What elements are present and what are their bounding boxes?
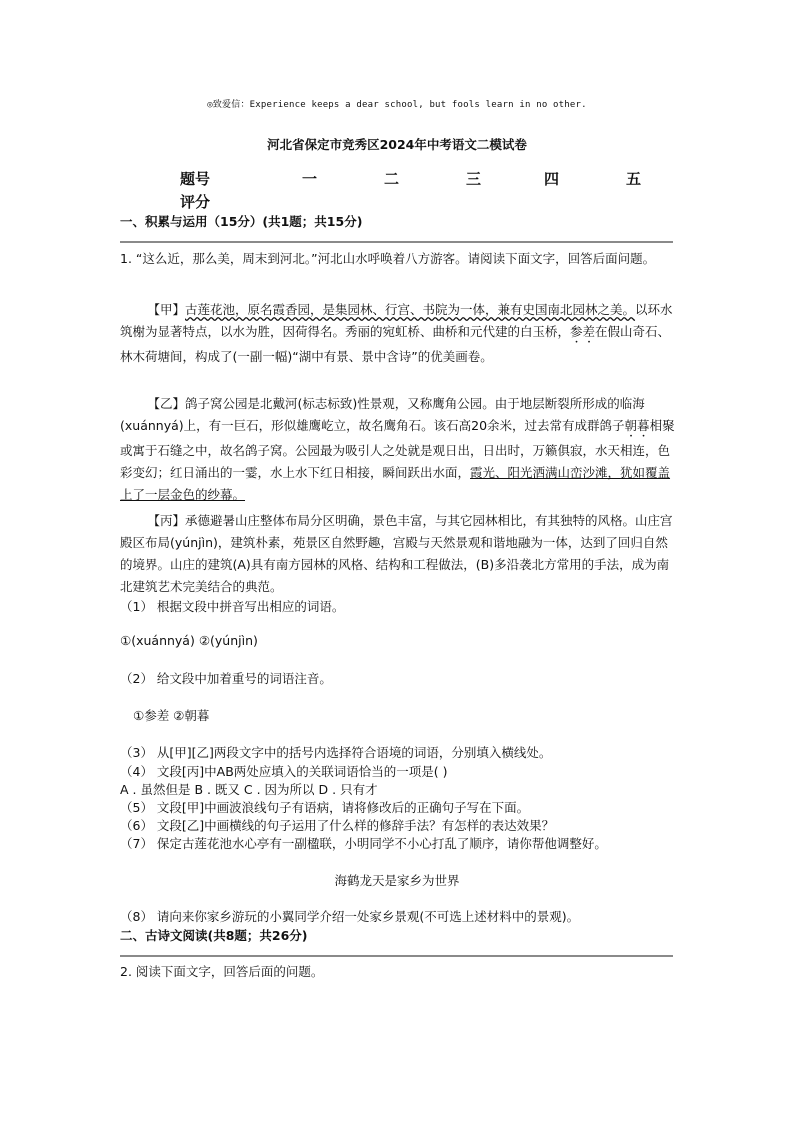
motto: ◎致爱信：Experience keeps a dear school, but fools learn in no other. xyxy=(207,100,587,110)
exam-title: 河北省保定市竞秀区2024年中考语文二模试卷 xyxy=(267,137,527,152)
sub-question-5: （5） 文段[甲]中画波浪线句子有语病，请将修改后的正确句子写在下面。 xyxy=(120,800,530,815)
sub-question-4: （4） 文段[丙]中AB两处应填入的关联词语恰当的一项是( ) xyxy=(120,764,448,779)
score-header-col-2: 二 xyxy=(384,170,400,188)
score-header-col-3: 三 xyxy=(466,170,482,188)
score-header-col-1: 一 xyxy=(302,170,318,188)
passage-yi-emphasis-word: 朝暮 xyxy=(624,418,650,433)
passage-jia-text: 以环水筑榭为显著特点，以水为胜，因荷得名。秀丽的宛虹桥、曲桥和元代建的白玉桥， xyxy=(120,302,673,339)
passage-jia-emphasis-word: 参差 xyxy=(570,324,596,339)
score-header-label: 题号 xyxy=(180,170,211,188)
sub-question-2-words: ①参差 ②朝暮 xyxy=(133,708,210,723)
sub-question-3: （3） 从[甲][乙]两段文字中的括号内选择符合语境的词语，分别填入横线处。 xyxy=(120,745,552,760)
scrambled-couplet: 海鹤龙天是家乡为世界 xyxy=(334,873,460,888)
section-2-divider xyxy=(120,955,673,957)
question-1-intro: 1. “这么近，那么美，周末到河北。”河北山水呼唤着八方游客。请阅读下面文字，回答后面问题。 xyxy=(120,251,656,266)
sub-question-2: （2） 给文段中加着重号的词语注音。 xyxy=(120,671,332,686)
passage-yi-text: 【乙】鸽子窝公园是北戴河(标志标致)性景观，又称鹰角公园。由于地层断裂所形成的临海(xuánnyá)上，有一巨石，形似雄鹰屹立，故名鹰角石。该石高20余米，过去常有成群鸽子 xyxy=(120,396,645,433)
sub-question-8: （8） 请向来你家乡游玩的小翼同学介绍一处家乡景观(不可选上述材料中的景观)。 xyxy=(120,909,580,924)
passage-yi xyxy=(120,393,676,506)
passage-jia-wavy-sentence: 古莲花池，原名霞香园，是集园林、行宫、书院为一体，兼有史国南北园林之美。 xyxy=(185,302,636,317)
passage-jia-label: 【甲】 xyxy=(147,302,186,317)
section-1-heading: 一、积累与运用（15分）(共1题；共15分) xyxy=(120,214,363,229)
score-header-col-4: 四 xyxy=(544,170,560,188)
score-row-label: 评分 xyxy=(180,193,211,211)
passage-yi-underlined-sentence: 霞光、阳光洒满山峦沙滩，犹如覆盖上了一层金色的纱幕。 xyxy=(120,465,671,502)
score-header-col-5: 五 xyxy=(626,170,642,188)
passage-jia-text-end: 在假山奇石、林木荷塘间，构成了(一副一幅)“湖中有景、景中含诗”的优美画卷。 xyxy=(120,324,671,364)
sub-question-1-blanks: ①(xuánnyá) ②(yúnjìn) xyxy=(120,633,258,648)
passage-bing: 【丙】承德避暑山庄整体布局分区明确，景色丰富，与其它园林相比，有其独特的风格。山庄宫殿区布局(yúnjìn)，建筑朴素，苑景区自然野趣，宫殿与天然景观和谐地融为一体，达到了回归自然的境界。山庄的建筑(A)具有南方园林的风格、结构和工程做法，(B)多沿袭北方常用的手法，成为南北建筑艺术完美结合的典范。 xyxy=(120,513,673,594)
sub-question-4-options: A . 虽然但是 B . 既又 C . 因为所以 D . 只有才 xyxy=(120,782,378,797)
sub-question-7: （7） 保定古莲花池水心亭有一副楹联，小明同学不小心打乱了顺序，请你帮他调整好。 xyxy=(120,836,607,851)
question-2-intro: 2. 阅读下面文字，回答后面的问题。 xyxy=(120,964,324,979)
section-1-divider xyxy=(120,241,673,243)
passage-jia xyxy=(120,299,676,368)
sub-question-6: （6） 文段[乙]中画横线的句子运用了什么样的修辞手法？有怎样的表达效果？ xyxy=(120,818,555,833)
sub-question-1: （1） 根据文段中拼音写出相应的词语。 xyxy=(120,599,345,614)
section-2-heading: 二、古诗文阅读(共8题；共26分) xyxy=(120,928,308,943)
passage-yi-text-2: 相聚或寓于石缝之中，故名鸽子窝。公园最为吸引人之处就是观日出，日出时，万籁俱寂，水天相连，色彩变幻；红日涌出的一霎，水上水下红日相接，瞬间跃出水面， xyxy=(120,418,675,480)
